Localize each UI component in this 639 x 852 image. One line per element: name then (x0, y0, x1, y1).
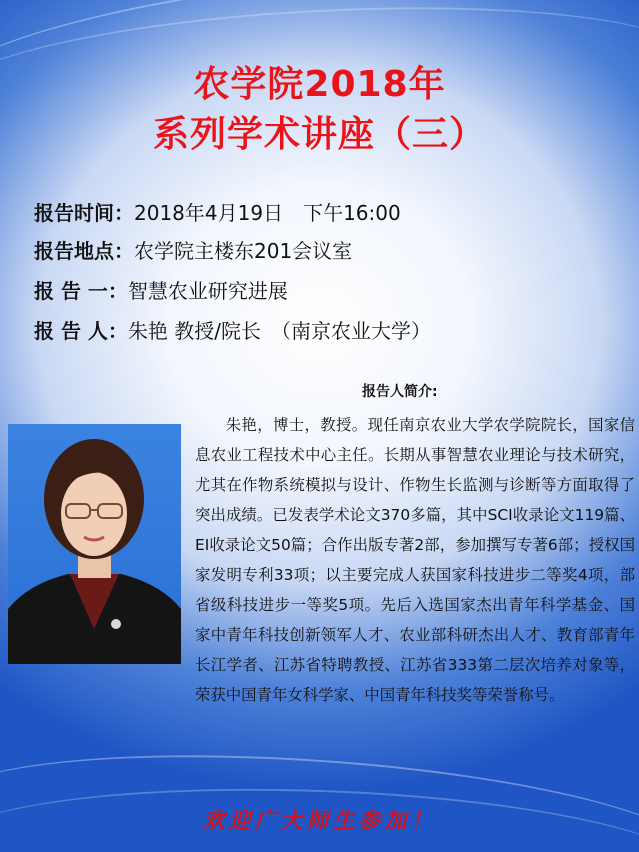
bio-text: 朱艳，博士，教授。现任南京农业大学农学院院长，国家信息农业工程技术中心主任。长期从事智慧农业理论与技术研究，尤其在作物系统模拟与设计、作物生长监测与诊断等方面取得了突出成绩。已发表学术论文370多篇，其中SCI收录论文119篇、EI收录论文50篇；合作出版专著2部，参加撰写专著6部；授权国家发明专利33项；以主要完成人获国家科技进步二等奖4项，部省级科技进步一等奖5项。先后入选国家杰出青年科学基金、国家中青年科技创新领军人才、农业部科研杰出人才、教育部青年长江学者、江苏省特聘教授、江苏省333第二层次培养对象等，荣获中国青年女科学家、中国青年科技奖等荣誉称号。 (195, 416, 635, 704)
speaker-photo (8, 424, 181, 664)
speaker-value: 朱艳 教授/院长 （南京农业大学） (127, 319, 432, 343)
place-label: 报告地点： (34, 239, 134, 263)
info-row-topic (34, 275, 288, 304)
poster-title-line1: 农学院2018年 (193, 64, 446, 105)
info-row-place (34, 235, 352, 264)
place-value: 农学院主楼东201会议室 (134, 239, 353, 263)
speaker-label: 报 告 人： (34, 319, 128, 343)
topic-value: 智慧农业研究进展 (127, 279, 288, 303)
time-value: 2018年4月19日 下午16:00 (134, 201, 401, 225)
info-row-speaker (34, 315, 431, 344)
welcome-message: 欢迎广大师生参加！ (202, 808, 437, 834)
topic-label: 报 告 一： (34, 279, 128, 303)
speaker-portrait-icon (8, 424, 181, 664)
poster-title-line2: 系列学术讲座（三） (152, 114, 486, 155)
info-row-time (34, 197, 401, 226)
bio-heading: 报告人简介: (362, 384, 438, 400)
time-label: 报告时间： (34, 201, 134, 225)
